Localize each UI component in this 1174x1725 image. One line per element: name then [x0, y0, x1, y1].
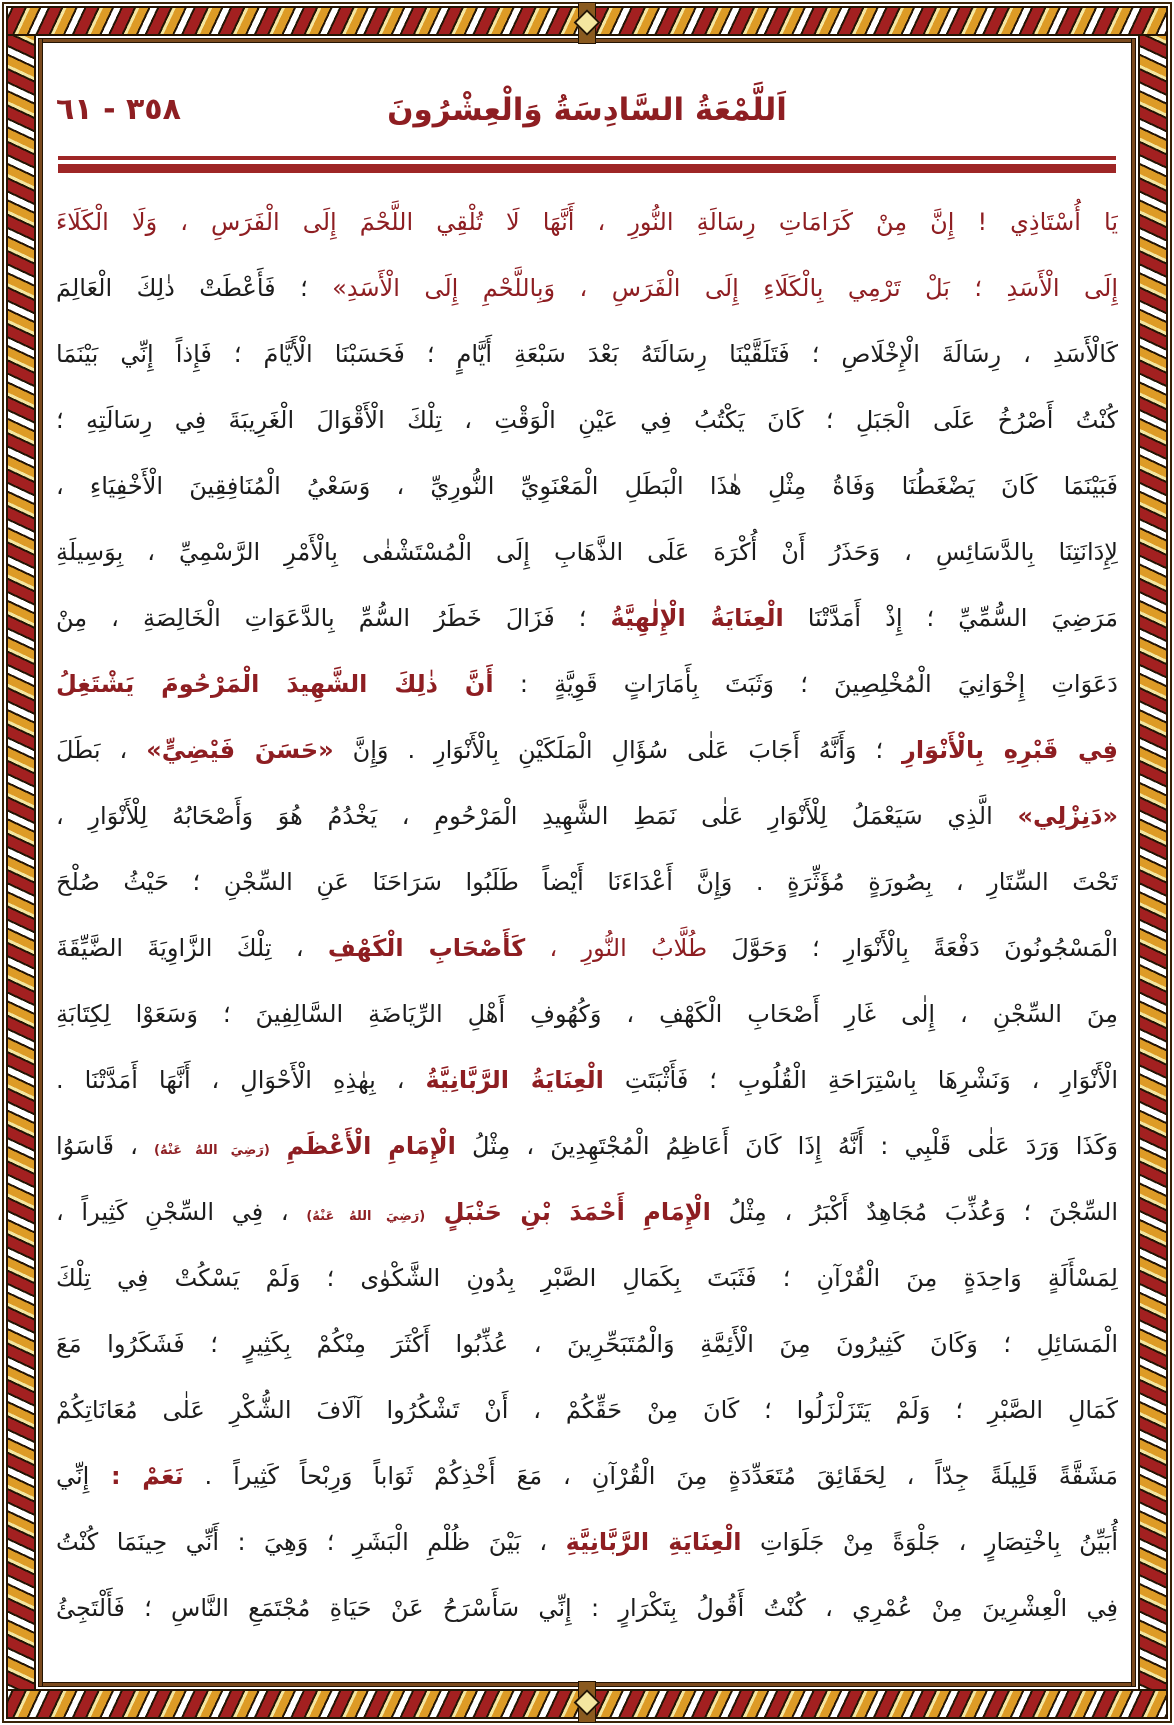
text-line	[56, 321, 1118, 387]
text-segment: ؛ وَأَنَّهُ أَجَابَ عَلٰى سُؤَالِ الْمَلَكَيْنِ بِالْأَنْوَارِ . وَإِنَّ	[333, 736, 903, 764]
text-segment: الْإِمَامِ الْأَعْظَمِ	[269, 1132, 456, 1160]
page-header	[56, 74, 1118, 146]
text-line	[56, 1311, 1118, 1377]
text-segment: دَعَوَاتِ إِخْوَانِيَ الْمُخْلِصِينَ ؛ وَثَبَتَ بِأَمَارَاتٍ قَوِيَّةٍ :	[493, 670, 1118, 698]
text-segment: الَّذِي سَيَعْمَلُ لِلْأَنْوَارِ عَلٰى نَمَطِ الشَّهِيدِ الْمَرْحُومِ ، يَخْدُمُ هُوَ وَأَصْحَابُهُ لِلْأَنْوَارِ ،	[56, 802, 1018, 830]
text-line	[56, 1245, 1118, 1311]
text-line	[56, 1113, 1118, 1179]
text-line	[56, 387, 1118, 453]
text-line	[56, 255, 1118, 321]
text-line	[56, 519, 1118, 585]
text-segment: الْعِنَايَةِ الرَّبَّانِيَّةِ	[565, 1528, 742, 1556]
text-segment: الْإِمَامِ أَحْمَدَ بْنِ حَنْبَلٍ	[425, 1198, 711, 1226]
text-segment: الْمَسَائِلِ ؛ وَكَانَ كَثِيرُونَ مِنَ الْأَئِمَّةِ وَالْمُتَبَحِّرِينَ ، عُذِّبُوا أَكْثَرَ مِنْكُمْ بِكَثِيرٍ ؛ فَشَكَرُوا مَعَ	[56, 1330, 1118, 1358]
text-segment: أَنَّ ذٰلِكَ الشَّهِيدَ الْمَرْحُومَ يَشْتَغِلُ	[56, 670, 494, 698]
text-line	[56, 1509, 1118, 1575]
text-line	[56, 1179, 1118, 1245]
text-segment: ؛ فَأَعْطَتْ ذٰلِكَ الْعَالِمَ	[56, 274, 308, 302]
text-segment: الْعِنَايَةُ الْإِلٰهِيَّةُ	[610, 604, 784, 632]
text-segment: ، بِهٰذِهِ الْأَحْوَالِ ، أَنَّهَا أَمَدَّتْنَا .	[56, 1066, 426, 1094]
text-segment: ، بَيْنَ ظُلْمِ الْبَشَرِ ؛ وَهِيَ : أَنِّي حِينَمَا كُنْتُ	[56, 1528, 566, 1556]
text-line	[56, 915, 1118, 981]
text-segment: لِإِدَانَتِنَا بِالدَّسَائِسِ ، وَحَذَرُ أَنْ أُكْرَهَ عَلَى الذَّهَابِ إِلَى الْمُسْتَشْفٰى بِالْأَمْرِ الرَّسْمِيِّ ، بِوَسِيلَةِ	[56, 538, 1118, 566]
text-segment: كَأَصْحَابِ الْكَهْفِ	[327, 934, 526, 962]
text-segment: وَكَذَا وَرَدَ عَلٰى قَلْبِي : أَنَّهُ إِذَا كَانَ أَعَاظِمُ الْمُجْتَهِدِينَ ، مِثْلُ	[455, 1132, 1118, 1160]
honorific-mark: (رَضِيَ اللهُ عَنْهُ)	[306, 1209, 426, 1224]
text-segment: طُلَّابُ النُّورِ ،	[525, 934, 708, 962]
page-title: اَللَّمْعَةُ السَّادِسَةُ وَالْعِشْرُونَ	[387, 92, 787, 128]
text-segment: يَا أُسْتَاذِي ! إِنَّ مِنْ كَرَامَاتِ رِسَالَةِ النُّورِ ، أَنَّهَا لَا تُلْقِي اللَّحْمَ إِلَى الْفَرَسِ ، وَلَا الْكَلَاءَ	[56, 208, 1118, 236]
text-segment: مَرَضِيَ السُّمِّيِّ ؛ إِذْ أَمَدَّتْنَا	[783, 604, 1118, 632]
page-number: ٣٥٨ - ٦١	[56, 92, 181, 127]
text-segment: لِمَسْأَلَةٍ وَاحِدَةٍ مِنَ الْقُرْآنِ ؛ فَثَبَتَ بِكَمَالِ الصَّبْرِ بِدُونِ الشَّكْوٰى ؛ وَلَمْ يَسْكُتْ فِي تِلْكَ	[56, 1264, 1118, 1292]
inner-rail-right	[1131, 38, 1136, 1687]
text-segment: الْعِنَايَةُ الرَّبَّانِيَّةُ	[425, 1066, 604, 1094]
text-line	[56, 1575, 1118, 1641]
text-line	[56, 981, 1118, 1047]
header-divider	[58, 156, 1116, 173]
text-segment: كَالْأَسَدِ ، رِسَالَةَ الْإِخْلَاصِ ؛ فَتَلَقَّيْنَا رِسَالَتَهُ بَعْدَ سَبْعَةِ أَيَّامٍ ؛ فَحَسَبْنَا الْأَيَّامَ ؛ فَإِذاً إِنِّي بَيْنَمَا	[56, 340, 1118, 368]
text-line	[56, 783, 1118, 849]
ornamental-border-right	[1138, 34, 1168, 1691]
text-segment: إِلَى الْأَسَدِ ؛ بَلْ تَرْمِي بِالْكَلَاءِ إِلَى الْفَرَسِ ، وَبِاللَّحْمِ إِلَى الْأَسَدِ»	[307, 274, 1118, 302]
text-segment: «حَسَنَ فَيْضِيٍّ»	[146, 736, 334, 764]
inner-rail-left	[38, 38, 43, 1687]
text-segment: فِي قَبْرِهِ بِالْأَنْوَارِ	[902, 736, 1118, 764]
text-segment: مِنَ السِّجْنِ ، إِلٰى غَارِ أَصْحَابِ الْكَهْفِ ، وَكُهُوفِ أَهْلِ الرِّيَاضَةِ السَّالِفِينَ ؛ وَسَعَوْا لِكِتَابَةِ	[56, 1000, 1118, 1028]
text-segment: كُنْتُ أَصْرُخُ عَلَى الْجَبَلِ ؛ كَانَ يَكْتُبُ فِي عَيْنِ الْوَقْتِ ، تِلْكَ الْأَقْوَالَ الْغَرِيبَةَ فِي رِسَالَتِهِ ؛	[56, 406, 1118, 434]
text-segment: كَمَالِ الصَّبْرِ ؛ وَلَمْ يَتَزَلْزَلُوا ؛ كَانَ مِنْ حَقِّكُمْ ، أَنْ تَشْكُرُوا آلَافَ الشُّكْرِ عَلٰى مُعَانَاتِكُمْ	[56, 1396, 1118, 1424]
text-segment: الْمَسْجُونُونَ دَفْعَةً بِالْأَنْوَارِ ؛ وَحَوَّلَ	[707, 934, 1118, 962]
text-line	[56, 585, 1118, 651]
text-segment: ؛ فَزَالَ خَطَرُ السُّمِّ بِالدَّعَوَاتِ الْخَالِصَةِ ، مِنْ	[56, 604, 611, 632]
text-segment: السِّجْنَ ؛ وَعُذِّبَ مُجَاهِدٌ أَكْبَرُ ، مِثْلُ	[710, 1198, 1118, 1226]
page-content	[56, 48, 1118, 1677]
text-line	[56, 651, 1118, 717]
text-segment: الْأَنْوَارِ ، وَنَشْرِهَا بِاسْتِرَاحَةِ الْقُلُوبِ ؛ فَأَثْبَتَتِ	[603, 1066, 1118, 1094]
text-segment: فَبَيْنَمَا كَانَ يَضْغَطُنَا وَفَاةُ مِثْلِ هٰذَا الْبَطَلِ الْمَعْنَوِيِّ النُّورِيِّ ، وَسَعْيُ الْمُنَافِقِينَ الْأَخْفِيَاءِ ،	[56, 472, 1118, 500]
text-line	[56, 1443, 1118, 1509]
text-line	[56, 1377, 1118, 1443]
text-segment: أُبَيِّنُ بِاخْتِصَارٍ ، جَلْوَةً مِنْ جَلَوَاتِ	[741, 1528, 1118, 1556]
text-line	[56, 1047, 1118, 1113]
honorific-mark: (رَضِيَ اللهُ عَنْهُ)	[154, 1143, 270, 1158]
ornamental-border-left	[6, 34, 36, 1691]
text-segment: مَشَقَّةً قَلِيلَةً جِدّاً ، لِحَقَائِقَ مُتَعَدِّدَةٍ مِنَ الْقُرْآنِ ، مَعَ أَخْذِكُمْ ثَوَاباً وَرِبْحاً كَثِيراً .	[183, 1462, 1118, 1490]
text-line	[56, 717, 1118, 783]
body-text	[56, 189, 1118, 1641]
text-segment: ، تِلْكَ الزَّاوِيَةَ الضَّيِّقَةَ	[56, 934, 328, 962]
text-segment: ، قَاسَوُا	[56, 1132, 155, 1160]
text-segment: فِي الْعِشْرِينَ مِنْ عُمْرِي ، كُنْتُ أَقُولُ بِتَكْرَارٍ : إِنِّي سَأَسْرَحُ عَنْ حَيَاةِ مُجْتَمَعِ النَّاسِ ؛ فَأَلْتَجِئُ	[56, 1594, 1118, 1622]
text-line	[56, 189, 1118, 255]
text-line	[56, 849, 1118, 915]
text-segment: إِنِّي	[56, 1462, 90, 1490]
text-segment: «دَنِزْلِي»	[1017, 802, 1118, 830]
text-segment: نَعَمْ :	[89, 1462, 184, 1490]
text-line	[56, 453, 1118, 519]
text-segment: تَحْتَ السِّتَارِ ، بِصُورَةٍ مُؤَثِّرَةٍ . وَإِنَّ أَعْدَاءَنَا أَيْضاً طَلَبُوا سَرَاحَنَا عَنِ السِّجْنِ ؛ حَيْثُ صُلْحَ	[56, 868, 1118, 896]
text-segment: ، بَطَلَ	[56, 736, 147, 764]
text-segment: ، فِي السِّجْنِ كَثِيراً ،	[56, 1198, 307, 1226]
